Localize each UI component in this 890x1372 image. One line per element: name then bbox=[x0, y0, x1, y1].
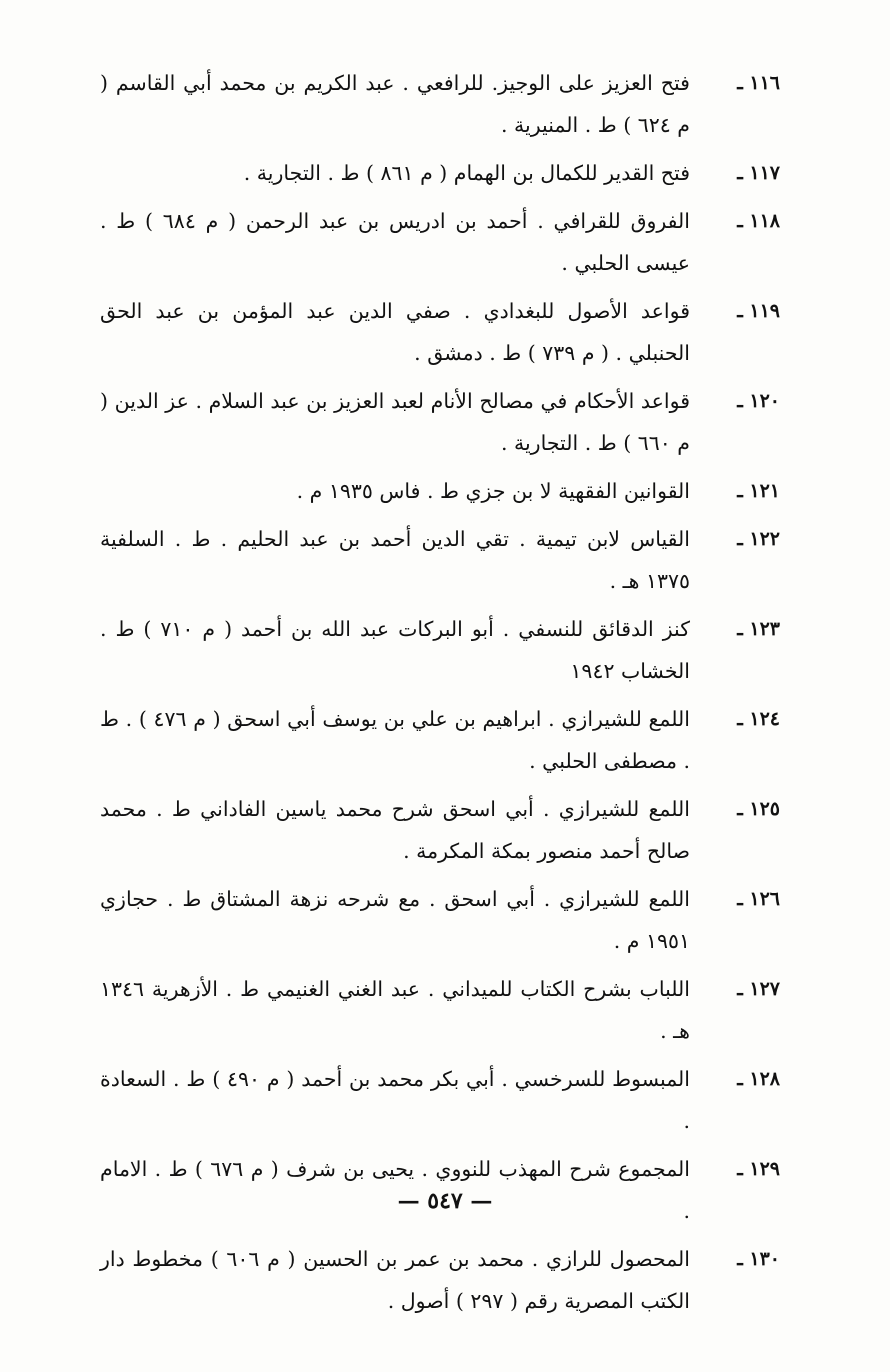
bibliography-entry bbox=[100, 200, 790, 284]
bibliography-entry bbox=[100, 470, 790, 512]
entry-text: المبسوط للسرخسي . أبي بكر محمد بن أحمد ( م ٤٩٠ ) ط . السعادة . bbox=[100, 1067, 690, 1133]
entry-text: كنز الدقائق للنسفي . أبو البركات عبد الله بن أحمد ( م ٧١٠ ) ط . الخشاب ١٩٤٢ bbox=[100, 617, 690, 683]
entry-number: ١٢٧ ـ bbox=[737, 978, 780, 1000]
entry-text: اللمع للشيرازي . أبي اسحق . مع شرحه نزهة المشتاق ط . حجازي ١٩٥١ م . bbox=[100, 887, 690, 953]
entry-text: اللمع للشيرازي . ابراهيم بن علي بن يوسف أبي اسحق ( م ٤٧٦ ) . ط . مصطفى الحلبي . bbox=[100, 707, 690, 773]
entry-number: ١٢٢ ـ bbox=[737, 528, 780, 550]
entry-text: اللمع للشيرازي . أبي اسحق شرح محمد ياسين الفاداني ط . محمد صالح أحمد منصور بمكة المكرمة . bbox=[100, 797, 690, 863]
entry-number: ١٢٥ ـ bbox=[737, 798, 780, 820]
page-number: — ٥٤٧ — bbox=[397, 1188, 493, 1214]
entry-number: ١٢٣ ـ bbox=[737, 618, 780, 640]
entry-number: ١١٨ ـ bbox=[737, 210, 780, 232]
entry-number: ١٢١ ـ bbox=[737, 480, 780, 502]
entry-number: ١٢٦ ـ bbox=[737, 888, 780, 910]
bibliography-entry bbox=[100, 380, 790, 464]
entry-number: ١٢٠ ـ bbox=[737, 390, 780, 412]
entry-number: ١٢٤ ـ bbox=[737, 708, 780, 730]
entry-number: ١٢٩ ـ bbox=[737, 1158, 780, 1180]
entry-text: فتح القدير للكمال بن الهمام ( م ٨٦١ ) ط . التجارية . bbox=[243, 161, 690, 185]
bibliography-entry bbox=[100, 152, 790, 194]
entry-number: ١١٦ ـ bbox=[737, 72, 780, 94]
bibliography-entry bbox=[100, 62, 790, 146]
entry-number: ١١٩ ـ bbox=[737, 300, 780, 322]
entry-text: الفروق للقرافي . أحمد بن ادريس بن عبد الرحمن ( م ٦٨٤ ) ط . عيسى الحلبي . bbox=[100, 209, 690, 275]
entry-text: المجموع شرح المهذب للنووي . يحيى بن شرف ( م ٦٧٦ ) ط . الامام . bbox=[100, 1157, 690, 1223]
bibliography-entry bbox=[100, 1238, 790, 1322]
entry-text: فتح العزيز على الوجيز. للرافعي . عبد الكريم بن محمد أبي القاسم ( م ٦٢٤ ) ط . المنيرية . bbox=[100, 71, 690, 137]
bibliography-entry bbox=[100, 1058, 790, 1142]
entry-text: اللباب بشرح الكتاب للميداني . عبد الغني الغنيمي ط . الأزهرية ١٣٤٦ هـ . bbox=[100, 977, 690, 1043]
entry-text: قواعد الأحكام في مصالح الأنام لعبد العزيز بن عبد السلام . عز الدين ( م ٦٦٠ ) ط . التجارية . bbox=[100, 389, 690, 455]
bibliography-entry bbox=[100, 518, 790, 602]
entry-text: القياس لابن تيمية . تقي الدين أحمد بن عبد الحليم . ط . السلفية ١٣٧٥ هـ . bbox=[100, 527, 690, 593]
bibliography-entry bbox=[100, 608, 790, 692]
entry-text: القوانين الفقهية لا بن جزي ط . فاس ١٩٣٥ م . bbox=[296, 479, 690, 503]
entry-number: ١٣٠ ـ bbox=[737, 1248, 780, 1270]
bibliography-list bbox=[100, 62, 790, 1328]
entry-text: قواعد الأصول للبغدادي . صفي الدين عبد المؤمن بن عبد الحق الحنبلي . ( م ٧٣٩ ) ط . دمشق . bbox=[100, 299, 690, 365]
entry-text: المحصول للرازي . محمد بن عمر بن الحسين ( م ٦٠٦ ) مخطوط دار الكتب المصرية رقم ( ٢٩٧ ) أصول . bbox=[100, 1247, 690, 1313]
bibliography-entry bbox=[100, 698, 790, 782]
bibliography-entry bbox=[100, 290, 790, 374]
bibliography-entry bbox=[100, 968, 790, 1052]
bibliography-entry bbox=[100, 788, 790, 872]
entry-number: ١١٧ ـ bbox=[737, 162, 780, 184]
entry-number: ١٢٨ ـ bbox=[737, 1068, 780, 1090]
bibliography-entry bbox=[100, 878, 790, 962]
